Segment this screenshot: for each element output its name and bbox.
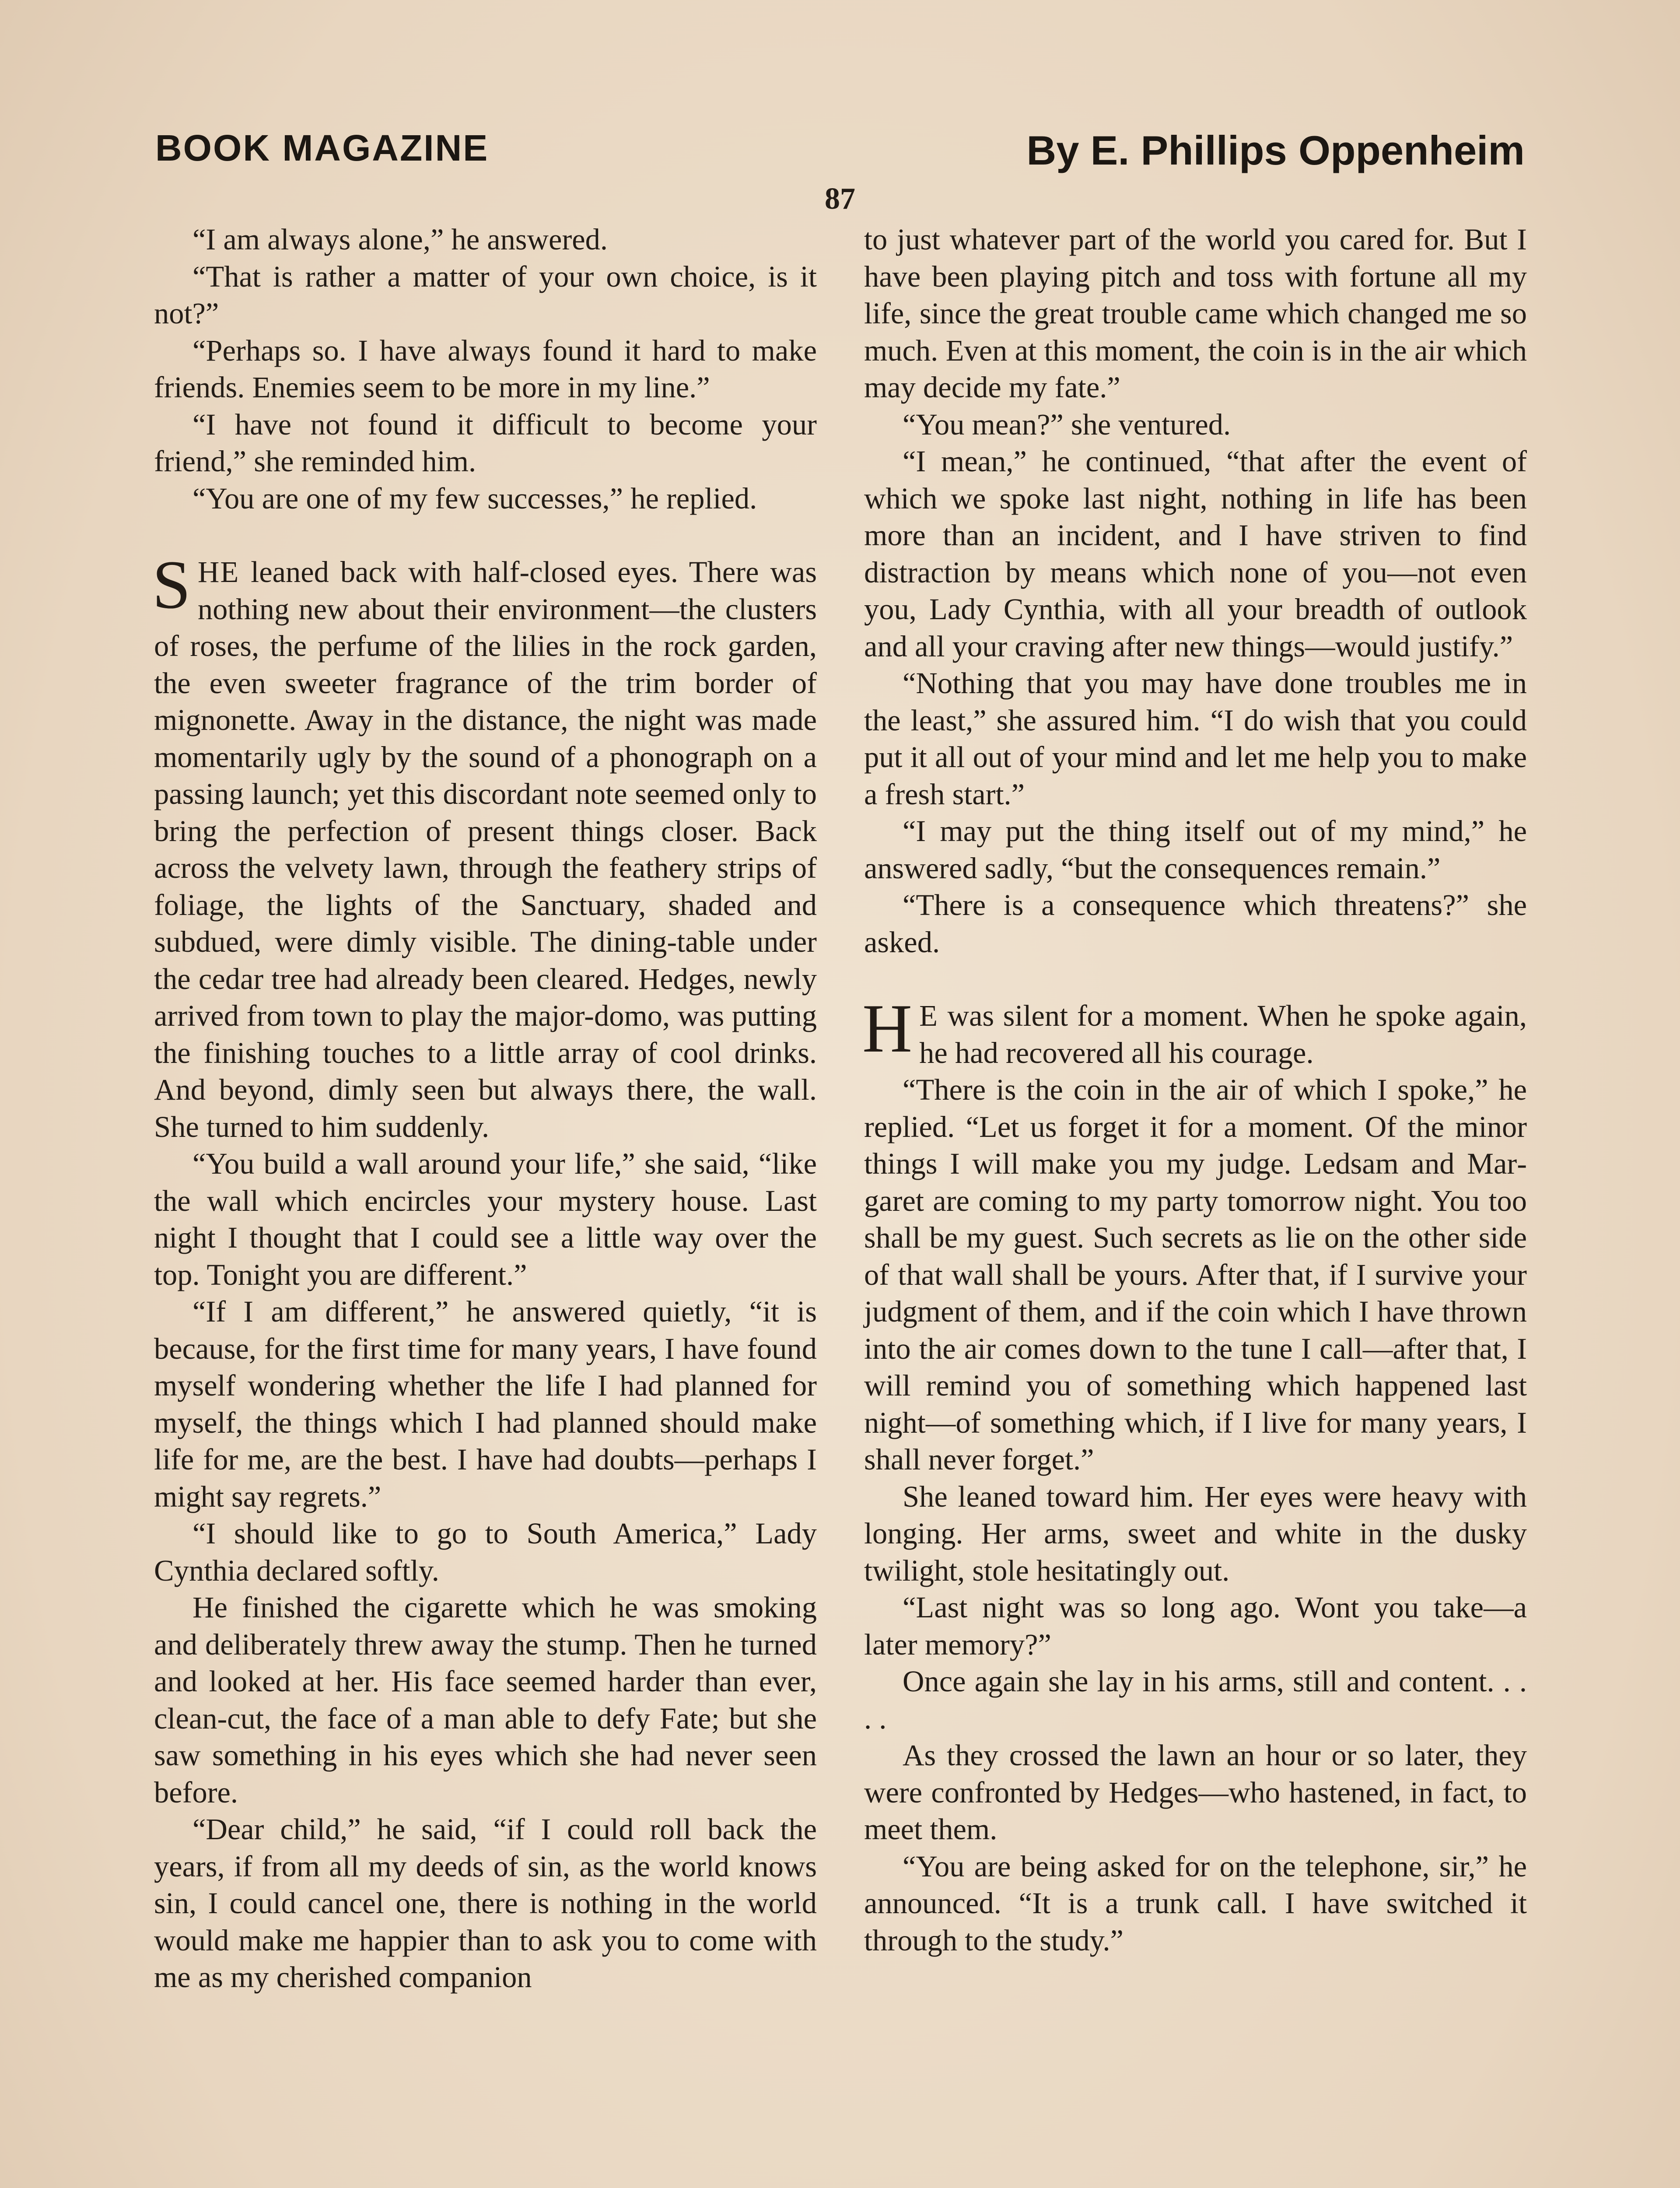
paragraph: “There is a consequence which threatens?” she asked. [864,888,1527,959]
paragraph: “I have not found it difficult to become your friend,” she reminded him. [154,407,817,478]
paragraph: “You build a wall around your life,” she said, “like the wall which encircles your mystery house. Last night I thought that I could see a little way over the top. Tonight you are different.” [154,1147,817,1291]
paragraph-text: leaned back with half-closed eyes. There was nothing new about their environment—the clusters of roses, the perfume of the lilies in the rock garden, the even sweeter fragrance of the trim border of mignonette. Away in the distance, the night was made momentarily ugly by the sound of a phonograph on a passing launch; yet this discordant note seemed only to bring the perfection of present things closer. Back across the velvety lawn, through the feathery strips of foliage, the lights of the Sanctuary, shaded and subdued, were dimly visible. The dining-table under the cedar tree had already been cleared. Hedges, newly arrived from town to play the major-domo, was putting the finishing touches to a little array of cool drinks. And beyond, dimly seen but always there, the wall. She turned to him suddenly. [154,555,817,1143]
paragraph-continued: to just whatever part of the world you cared for. But I have been playing pitch and toss with fortune all my life, since the great trouble came which changed me so much. Even at this moment, the coin is in the air which may decide my fate.” [864,223,1527,404]
paragraph: “You are being asked for on the telephone, sir,” he announced. “It is a trunk call. I have switched it through to the study.” [864,1849,1527,1957]
paragraph-dropcap [862,990,1527,1071]
magazine-title: BOOK MAGAZINE [155,127,489,168]
paragraph: As they crossed the lawn an hour or so later, they were confronted by Hedges—who hastened, in fact, to meet them. [864,1739,1527,1846]
paragraph: “I mean,” he continued, “that after the event of which we spoke last night, nothing in life has been more than an incident, and I have striven to find distraction by means which none of you—not even you, Lady Cynthia, with all your breadth of outlook and all your craving after new things—would justify.” [864,445,1527,663]
paragraph: She leaned toward him. Her eyes were heavy with longing. Her arms, sweet and white in the dusky twilight, stole hesitatingly out. [864,1480,1527,1587]
paragraph: “You mean?” she ventured. [903,407,1231,441]
paragraph-text: was silent for a moment. When he spoke again, he had recovered all his courage. [919,999,1527,1069]
paragraph: “Dear child,” he said, “if I could roll back the years, if from all my deeds of sin, as the world knows sin, I could cancel one, there is nothing in the world would make me happier than to ask you to come with me as my cherished companion [154,1813,817,1994]
paragraph: “Last night was so long ago. Wont you take—a later memory?” [864,1591,1527,1661]
paragraph: “Nothing that you may have done troubles me in the least,” she assured him. “I do wish that you could put it all out of your mind and let me help you to make a fresh start.” [864,666,1527,811]
paragraph: Once again she lay in his arms, still and content. . . . . [864,1665,1527,1735]
paragraph: “I am always alone,” he answered. [192,223,608,256]
paragraph: “That is rather a matter of your own choice, is it not?” [154,259,817,330]
right-column [864,221,1527,1959]
drop-cap: S [152,547,191,623]
drop-cap-rest: E [919,999,938,1032]
drop-cap-rest: HE [197,555,240,589]
paragraph: “You are one of my few successes,” he replied. [192,481,757,515]
paragraph: “I may put the thing itself out of my mind,” he answered sadly, “but the consequences remain.” [864,814,1527,885]
paragraph: “Perhaps so. I have always found it hard to make friends. Enemies seem to be more in my line.” [154,333,817,404]
paragraph-dropcap [152,547,817,1145]
paragraph: “There is the coin in the air of which I spoke,” he replied. “Let us forget it for a moment. Of the minor things I will make you my judge. Ledsam and Margaret are coming to my party tomorrow night. You too shall be my guest. Such secrets as lie on the other side of that wall shall be yours. After that, if I survive your judgment of them, and if the coin which I have thrown into the air comes down to the tune I call—after that, I will remind you of something which happened last night—of something which, if I live for many years, I shall never forget.” [864,1073,1527,1476]
author-byline: By E. Phillips Oppenheim [1026,127,1525,173]
paragraph: He finished the cigarette which he was smoking and deliberately threw away the stump. Then he turned and looked at her. His face seemed harder than ever, clean-cut, the face of a man able to defy Fate; but she saw something in his eyes which she had never seen before. [154,1591,817,1809]
drop-cap: H [862,990,913,1067]
paragraph: “I should like to go to South America,” Lady Cynthia declared softly. [154,1517,817,1587]
paragraph: “If I am different,” he answered quietly, “it is because, for the first time for many years, I have found myself wondering whether the life I had planned for myself, the things which I had planned should make life for me, are the best. I have had doubts—perhaps I might say regrets.” [154,1295,817,1513]
left-column [154,221,817,1996]
page-number: 87 [825,182,855,216]
